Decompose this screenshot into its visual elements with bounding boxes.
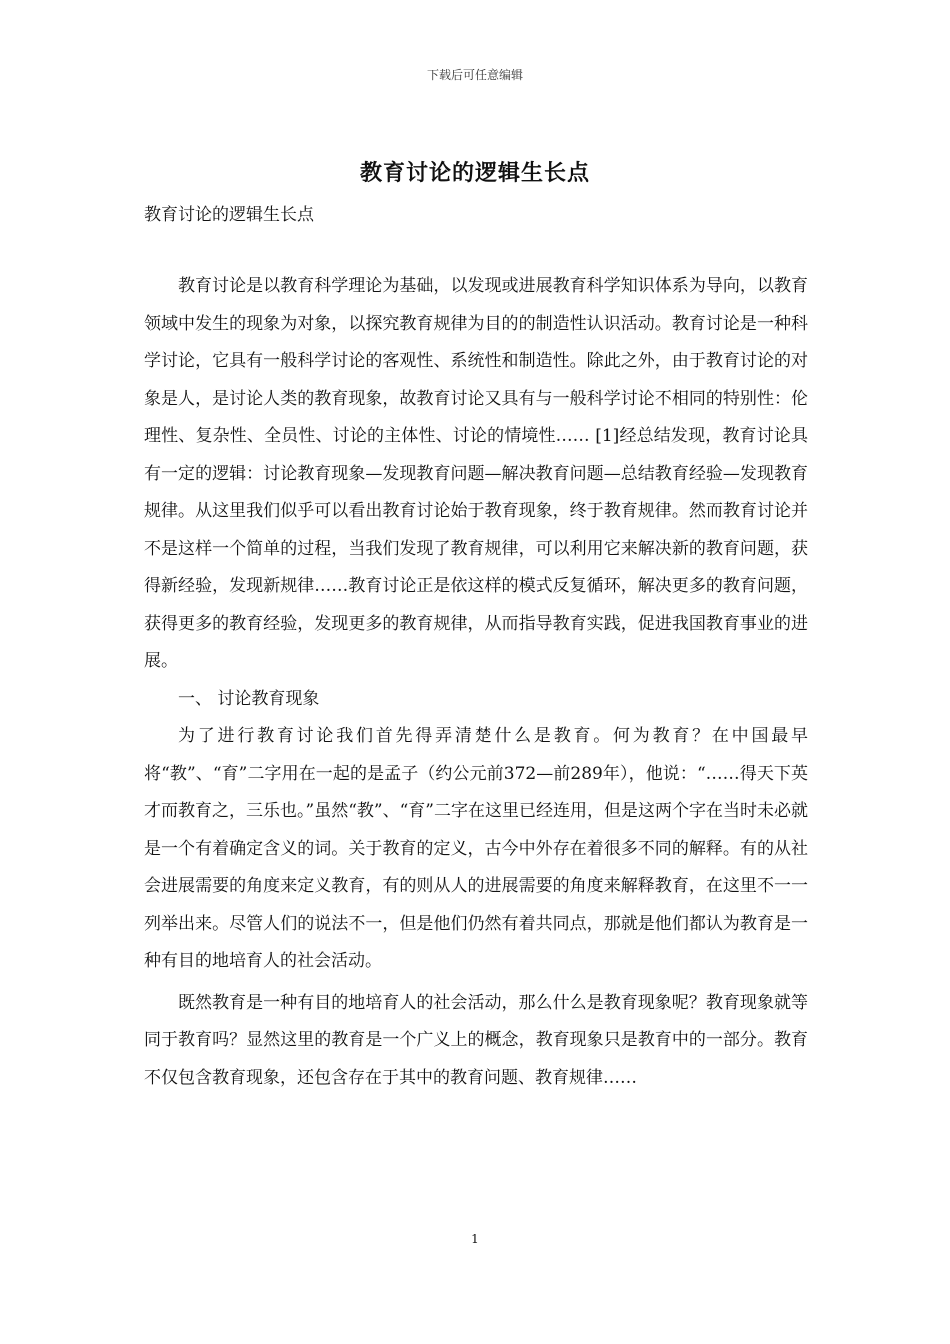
paragraph-intro: 教育讨论是以教育科学理论为基础，以发现或进展教育科学知识体系为导向，以教育领域中发生的现象为对象，以探究教育规律为目的的制造性认识活动。教育讨论是一种科学讨论，它具有一般科学讨论的客观性、系统性和制造性。除此之外，由于教育讨论的对象是人，是讨论人类的教育现象，故教育讨论又具有与一般科学讨论不相同的特别性：伦理性、复杂性、全员性、讨论的主体性、讨论的情境性…… [1]经总结发现，教育讨论具有一定的逻辑：讨论教育现象—发现教育问题—解决教育问题—总结教育经验—发现教育规律。从这里我们似乎可以看出教育讨论始于教育现象，终于教育规律。然而教育讨论并不是这样一个简单的过程，当我们发现了教育规律，可以利用它来解决新的教育问题，获得新经验，发现新规律……教育讨论正是依这样的模式反复循环，解决更多的教育问题，获得更多的教育经验，发现更多的教育规律，从而指导教育实践，促进我国教育事业的进展。 <box>144 276 808 671</box>
document-title: 教育讨论的逻辑生长点 <box>359 160 590 186</box>
document-body <box>144 268 808 1097</box>
document-subtitle: 教育讨论的逻辑生长点 <box>144 205 314 225</box>
paragraph-education-phenomenon: 既然教育是一种有目的地培育人的社会活动，那么什么是教育现象呢？教育现象就等同于教育吗？显然这里的教育是一个广义上的概念，教育现象只是教育中的一部分。教育不仅包含教育现象，还包含存在于其中的教育问题、教育规律…… <box>144 992 808 1088</box>
paragraph-education-definition: 为了进行教育讨论我们首先得弄清楚什么是教育。何为教育？在中国最早将“教”、“育”二字用在一起的是孟子（约公元前372—前289年），他说：“……得天下英才而教育之，三乐也。”虽然“教”、“育”二字在这里已经连用，但是这两个字在当时未必就是一个有着确定含义的词。关于教育的定义，古今中外存在着很多不同的解释。有的从社会进展需要的角度来定义教育，有的则从人的进展需要的角度来解释教育，在这里不一一列举出来。尽管人们的说法不一，但是他们仍然有着共同点，那就是他们都认为教育是一种有目的地培育人的社会活动。 <box>144 726 808 971</box>
section-heading-1: 一、 讨论教育现象 <box>178 688 320 709</box>
page-number: 1 <box>471 1232 479 1246</box>
page-header-note: 下载后可任意编辑 <box>426 68 523 82</box>
